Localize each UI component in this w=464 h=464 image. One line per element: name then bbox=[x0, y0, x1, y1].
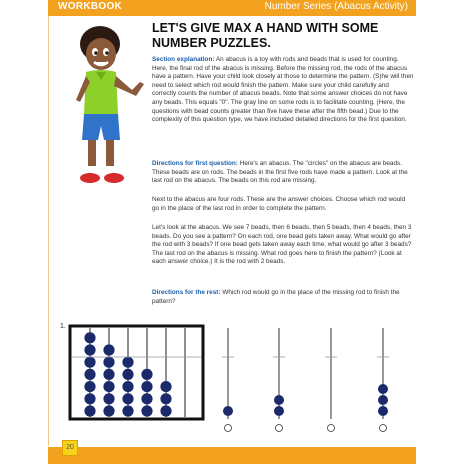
answer-choice-radio bbox=[380, 425, 387, 432]
abacus-bead bbox=[160, 405, 171, 416]
abacus-bead bbox=[160, 381, 171, 392]
abacus-bead bbox=[84, 369, 95, 380]
question-number: 1. bbox=[60, 323, 66, 330]
heading-line-1: LET'S GIVE MAX A HAND WITH SOME bbox=[152, 21, 379, 35]
answer-bead bbox=[378, 406, 388, 416]
abacus-bead bbox=[141, 405, 152, 416]
abacus-bead bbox=[122, 381, 133, 392]
answer-choices-paragraph: Next to the abacus are four rods. These are the answer choices. Choose which rod would go in the place of the last rod in order to complete the pattern. bbox=[152, 196, 406, 212]
abacus-bead bbox=[141, 381, 152, 392]
section-explanation-text: An abacus is a toy with rods and beads that is used for counting. Here, the final rod of the abacus is missing. Before the missing rod, the rods of the abacus have a pattern. Have your child look closely at those to determine the pattern. (S)he will then need to select which rod would finish the pattern. Make sure your child carefully and correctly counts the number of abacus beads. Note that some answer choices do not have any beads. This equals "0". The gray line on some rods is to facilitate counting. (Here, the questions with bead counts greater than five have these after the fifth bead.) Due to the complexity of this question type, we have included detailed directions for the first question. bbox=[152, 56, 414, 124]
abacus-bead bbox=[103, 369, 114, 380]
abacus-bead bbox=[160, 393, 171, 404]
section-explanation-label: Section explanation: bbox=[152, 56, 215, 63]
answer-bead bbox=[378, 384, 388, 394]
answer-bead bbox=[274, 395, 284, 405]
footer-bar bbox=[48, 447, 416, 464]
abacus-bead bbox=[141, 393, 152, 404]
abacus-bead bbox=[84, 332, 95, 343]
directions-first-text: Here's an abacus. The "circles" on the abacus are beads. These beads are on rods. The beads in the first five rods have made a pattern. Look at the last rod on the abacus. The beads on this rod are missing. bbox=[152, 160, 408, 185]
answer-choice-radio bbox=[328, 425, 335, 432]
abacus-bead bbox=[103, 393, 114, 404]
abacus-bead bbox=[122, 357, 133, 368]
abacus-bead bbox=[103, 357, 114, 368]
abacus-bead bbox=[84, 357, 95, 368]
page-number: 20 bbox=[62, 440, 78, 456]
abacus-bead bbox=[122, 405, 133, 416]
heading-line-2: NUMBER PUZZLES. bbox=[152, 36, 271, 50]
directions-rest-label: Directions for the rest: bbox=[152, 289, 221, 296]
abacus-bead bbox=[141, 369, 152, 380]
directions-rest-text: Which rod would go in the place of the missing rod to finish the pattern? bbox=[152, 289, 400, 305]
answer-choice-radio bbox=[276, 425, 283, 432]
abacus-bead bbox=[84, 344, 95, 355]
directions-first-label: Directions for first question: bbox=[152, 160, 238, 167]
abacus-bead bbox=[103, 344, 114, 355]
section-title: Number Series (Abacus Activity) bbox=[264, 1, 408, 12]
abacus-bead bbox=[84, 393, 95, 404]
abacus-bead bbox=[122, 369, 133, 380]
walkthrough-paragraph: Let's look at the abacus. We see 7 beads, then 6 beads, then 5 beads, then 4 beads, then 3 beads. Do you see a pattern? On each rod, one bead gets taken away. What would go after the rod with 3 beads? If one bead gets taken away each time, what would go after 3 beads? The last rod on the abacus is missing. What rod goes here to finish the pattern? (Look at each answer choice.) It is the rod with 2 beads. bbox=[152, 224, 412, 266]
answer-choices bbox=[222, 328, 389, 432]
abacus-bead bbox=[122, 393, 133, 404]
abacus-bead bbox=[103, 405, 114, 416]
abacus-bead bbox=[103, 381, 114, 392]
answer-bead bbox=[274, 406, 284, 416]
answer-choice-radio bbox=[225, 425, 232, 432]
abacus-rods bbox=[72, 328, 201, 417]
workbook-label: WORKBOOK bbox=[58, 1, 123, 12]
abacus-bead bbox=[84, 381, 95, 392]
answer-bead bbox=[223, 406, 233, 416]
abacus-bead bbox=[84, 405, 95, 416]
answer-bead bbox=[378, 395, 388, 405]
